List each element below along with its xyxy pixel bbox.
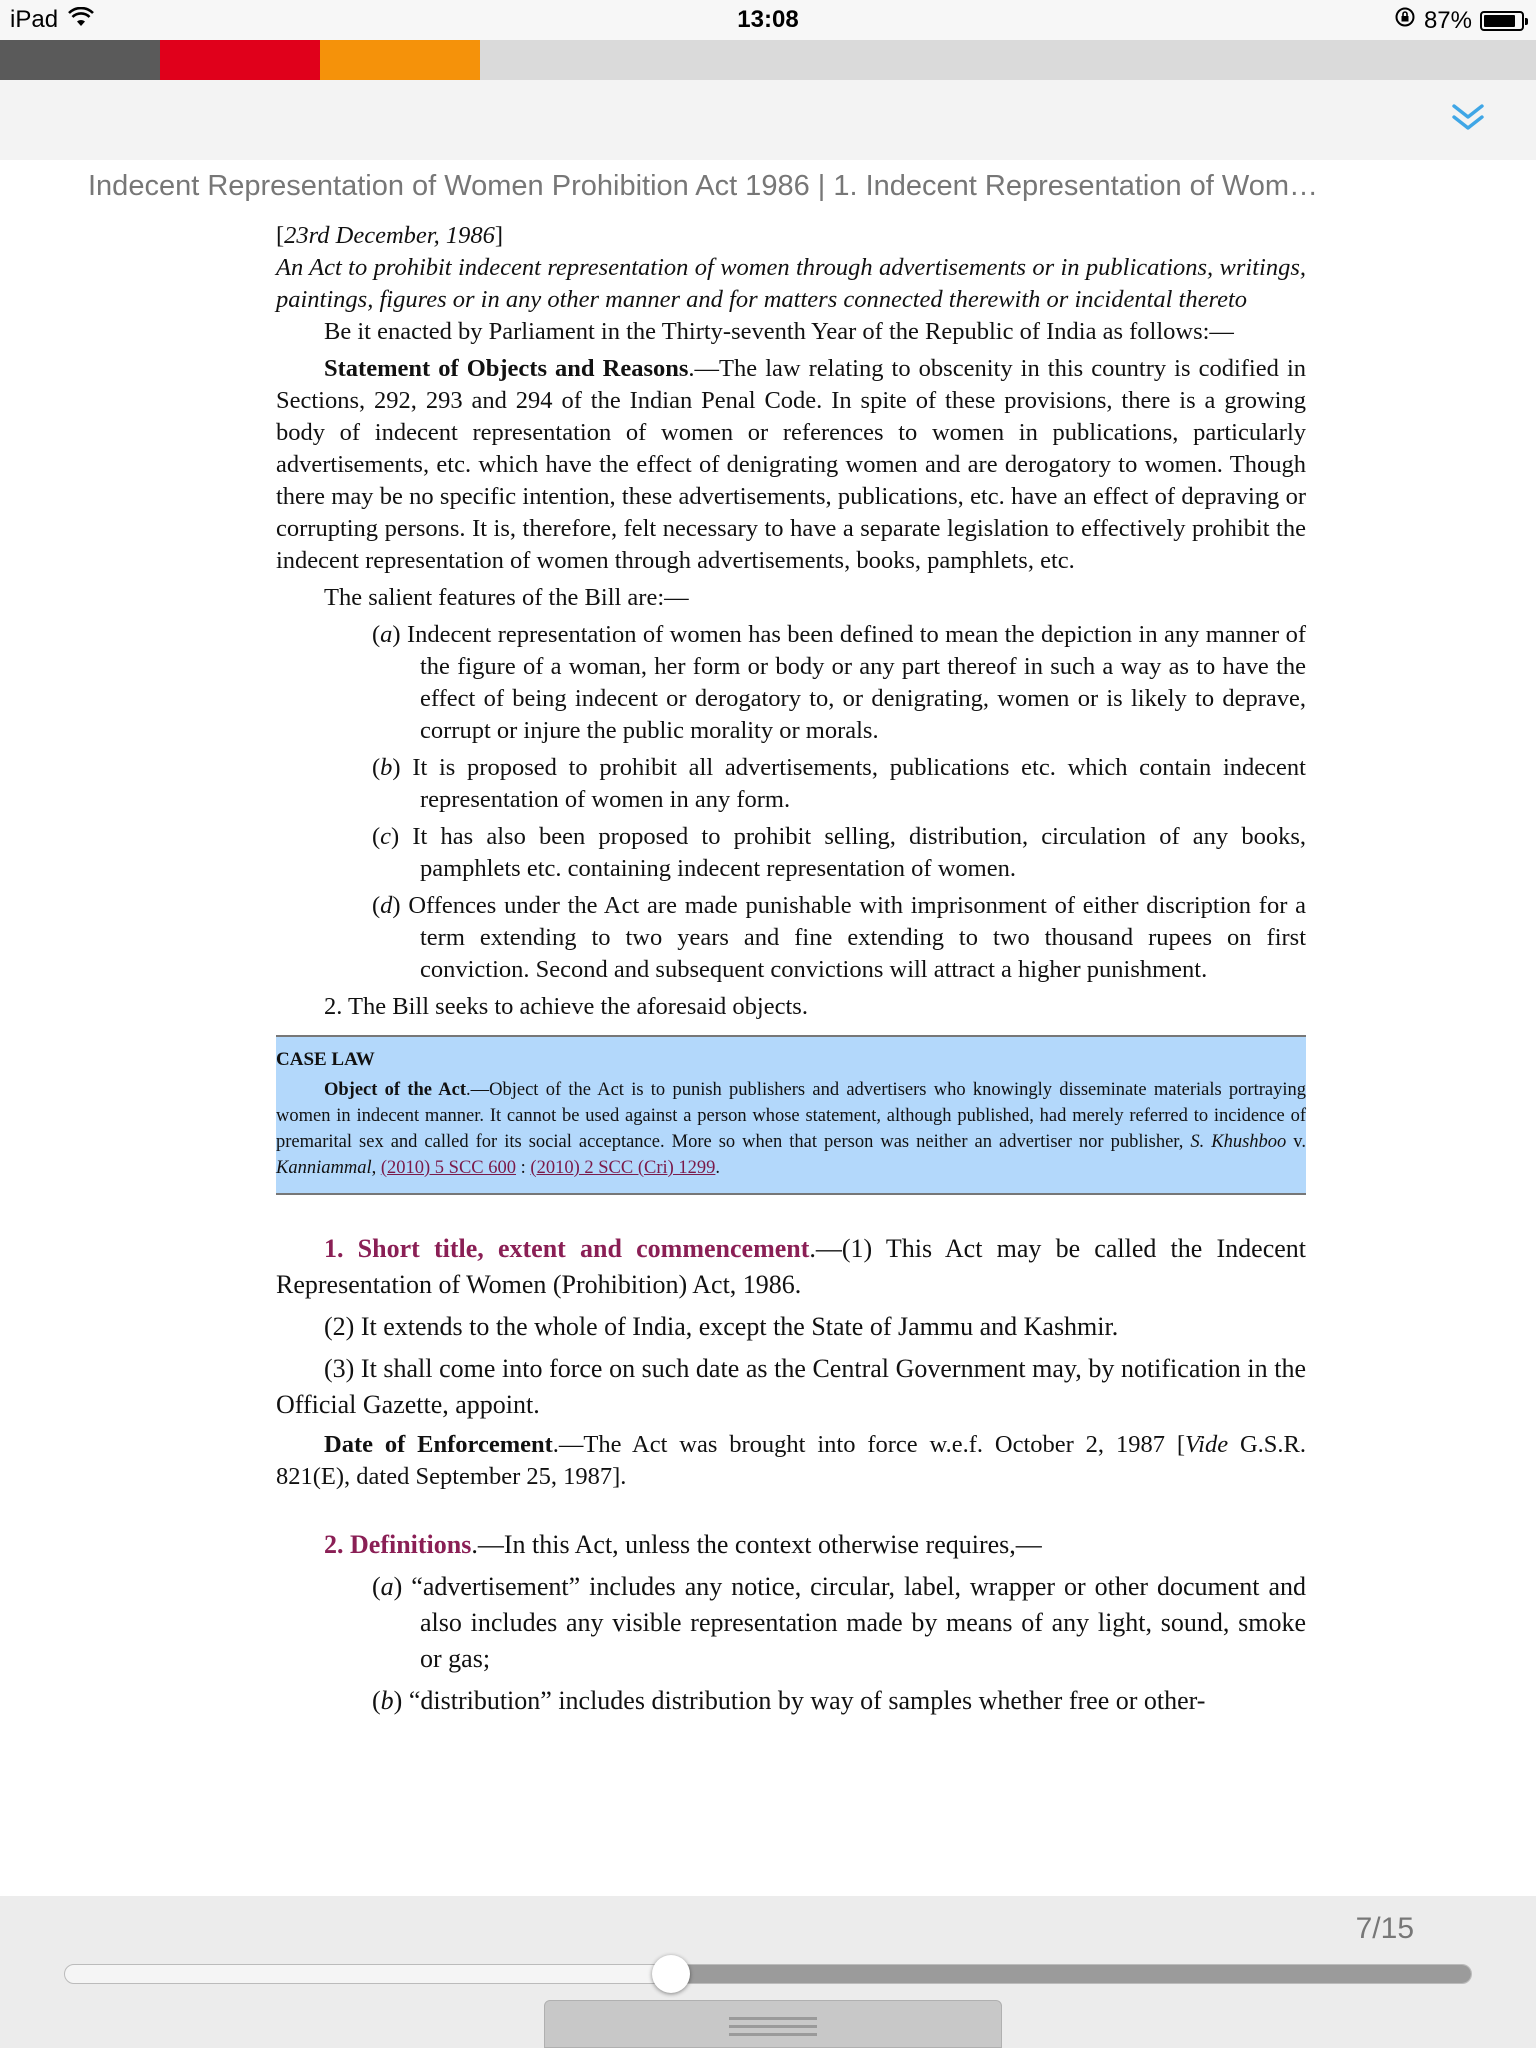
color-tab-gray[interactable] — [0, 40, 160, 80]
date-of-enforcement — [276, 1429, 1306, 1493]
case-sep-2: : — [516, 1158, 531, 1178]
rotation-lock-icon — [1394, 6, 1416, 35]
color-tab-red[interactable] — [160, 40, 320, 80]
section-2-heading: 2. Definitions — [324, 1530, 472, 1559]
enactment-date — [276, 220, 1306, 252]
case-law-title: CASE LAW — [276, 1049, 375, 1070]
enforcement-text: .—The Act was brought into force w.e.f. October 2, 1987 [ — [552, 1431, 1185, 1458]
drawer-handle[interactable] — [544, 2000, 1002, 2048]
status-bar — [0, 0, 1536, 40]
case-law-box — [276, 1035, 1306, 1195]
page-slider-thumb[interactable] — [652, 1955, 690, 1993]
section-2-text: .—In this Act, unless the context otherwise requires,— — [471, 1530, 1042, 1559]
section-1-heading: 1. Short title, extent and commencement — [324, 1234, 810, 1263]
enacting-formula: Be it enacted by Parliament in the Thirty-seventh Year of the Republic of India as follows:— — [324, 318, 1234, 345]
long-title: An Act to prohibit indecent representation of women through advertisements or in publications, writings, paintings, figures or in any other manner and for matters connected therewith or incidental thereto — [276, 254, 1306, 313]
statement-text: .—The law relating to obscenity in this country is codified in Sections, 292, 293 and 294 of the Indian Penal Code. In spite of these provisions, there is a growing body of indecent representation of women or references to women in publications, particularly advertisements, etc. which have the effect of denigrating women and are derogatory to women. Though there may be no specific intention, these advertisements, publications, etc. have an effect of depraving or corrupting persons. It is, therefore, felt necessary to have a separate legislation to effectively prohibit the indecent representation of women through advertisements, books, pamphlets, etc. — [276, 355, 1306, 574]
item-label: c — [380, 823, 392, 850]
clock: 13:08 — [737, 6, 799, 33]
section-1-sub-3: (3) It shall come into force on such date as the Central Government may, by notification in the Official Gazette, appoint. — [276, 1354, 1306, 1419]
item-text: It is proposed to prohibit all advertisements, publications etc. which contain indecent representation of women in any form. — [412, 754, 1306, 813]
enforcement-vide: Vide — [1184, 1431, 1229, 1458]
double-chevron-down-icon — [1450, 102, 1486, 134]
date-bracket-close: ] — [494, 222, 504, 249]
enforcement-heading: Date of Enforcement — [324, 1431, 553, 1458]
salient-item: (c) It has also been proposed to prohibit selling, distribution, circulation of any books, pamphlets etc. containing indecent representation of women. — [372, 823, 1306, 882]
color-tab-bar — [0, 40, 1536, 80]
bill-objects-point: 2. The Bill seeks to achieve the aforesaid objects. — [324, 993, 808, 1020]
item-text: “advertisement” includes any notice, circular, label, wrapper or other document and also includes any visible representation made by means of any light, sound, smoke or gas; — [411, 1572, 1306, 1673]
definition-item: (a) “advertisement” includes any notice, circular, label, wrapper or other document and also includes any visible representation made by means of any light, sound, smoke or gas; — [372, 1572, 1306, 1673]
date-bracket-open: [ — [276, 222, 285, 249]
device-name: iPad — [10, 6, 59, 33]
page-slider[interactable] — [64, 1964, 1472, 1984]
item-label: b — [380, 1686, 394, 1715]
enforcement-tail: G.S.R. 821(E), dated September 25, 1987]. — [276, 1431, 1306, 1490]
item-label: b — [380, 754, 393, 781]
reader-toolbar — [0, 80, 1536, 160]
document-page — [276, 220, 1306, 1725]
grip-icon — [729, 2017, 817, 2041]
section-1 — [276, 1231, 1306, 1303]
item-label: d — [380, 892, 393, 919]
section-1-sub-2: (2) It extends to the whole of India, except the State of Jammu and Kashmir. — [324, 1312, 1119, 1341]
section-2 — [276, 1527, 1306, 1563]
page-counter: 7/15 — [1355, 1912, 1414, 1945]
case-law-heading: Object of the Act — [324, 1080, 466, 1100]
item-text: “distribution” includes distribution by way of samples whether free or other- — [408, 1686, 1206, 1715]
item-text: It has also been proposed to prohibit selling, distribution, circulation of any books, pamphlets etc. containing indecent representation of women. — [412, 823, 1306, 882]
battery-icon — [1480, 11, 1524, 31]
citation-link[interactable]: (2010) 2 SCC (Cri) 1299 — [530, 1158, 716, 1178]
battery-level — [1484, 15, 1515, 27]
case-party-1: S. Khushboo — [1190, 1132, 1287, 1152]
definition-item: (b) “distribution” includes distribution by way of samples whether free or other- — [372, 1686, 1206, 1715]
document-title: Indecent Representation of Women Prohibition Act 1986 | 1. Indecent Representation of Wom… — [88, 170, 1319, 202]
salient-intro: The salient features of the Bill are:— — [324, 584, 689, 611]
statement-heading: Statement of Objects and Reasons — [324, 355, 689, 382]
case-party-2: Kanniammal — [276, 1158, 372, 1178]
item-text: Indecent representation of women has been defined to mean the depiction in any manner of the figure of a woman, her form or body or any part thereof in such a way as to have the effect of being indecent or derogatory to, or denigrating, women or is likely to deprave, corrupt or injure the public morality or morals. — [406, 621, 1306, 744]
section-1-text: .—(1) This Act may be called the Indecent Representation of Women (Prohibition) Act, 1986. — [276, 1234, 1307, 1299]
citation-link[interactable]: (2010) 5 SCC 600 — [380, 1158, 517, 1178]
case-end: . — [715, 1158, 721, 1178]
case-versus: v. — [1286, 1132, 1306, 1152]
item-label: a — [380, 621, 393, 648]
collapse-button[interactable] — [1440, 92, 1496, 144]
case-sep-1: , — [371, 1158, 381, 1178]
salient-item: (a) Indecent representation of women has been defined to mean the depiction in any manner of the figure of a woman, her form or body or any part thereof in such a way as to have the effect of being indecent or derogatory to, or denigrating, women or is likely to deprave, corrupt or injure the public morality or morals. — [372, 621, 1306, 744]
salient-item: (d) Offences under the Act are made punishable with imprisonment of either discription for a term extending to two years and fine extending to two thousand rupees on first conviction. Second and subsequent convictions will attract a higher punishment. — [372, 892, 1306, 983]
statement-of-objects — [276, 353, 1306, 577]
date-text: 23rd December, 1986 — [284, 222, 495, 249]
case-law-body — [276, 1077, 1306, 1181]
item-text: Offences under the Act are made punishable with imprisonment of either discription for a term extending to two years and fine extending to two thousand rupees on first conviction. Second and subsequent convictions will attract a higher punishment. — [408, 892, 1306, 983]
color-tab-orange[interactable] — [320, 40, 480, 80]
salient-item: (b) It is proposed to prohibit all advertisements, publications etc. which contain indecent representation of women in any form. — [372, 754, 1306, 813]
battery-percent: 87% — [1423, 6, 1472, 34]
page-slider-remaining — [672, 1965, 1471, 1983]
item-label: a — [380, 1572, 394, 1601]
case-law-text: .—Object of the Act is to punish publishers and advertisers who knowingly disseminate materials portraying women in indecent manner. It cannot be used against a person whose statement, although published, had merely referred to incidence of premarital sex and called for its social acceptance. More so when that person was neither an advertiser nor publisher, — [276, 1080, 1306, 1152]
